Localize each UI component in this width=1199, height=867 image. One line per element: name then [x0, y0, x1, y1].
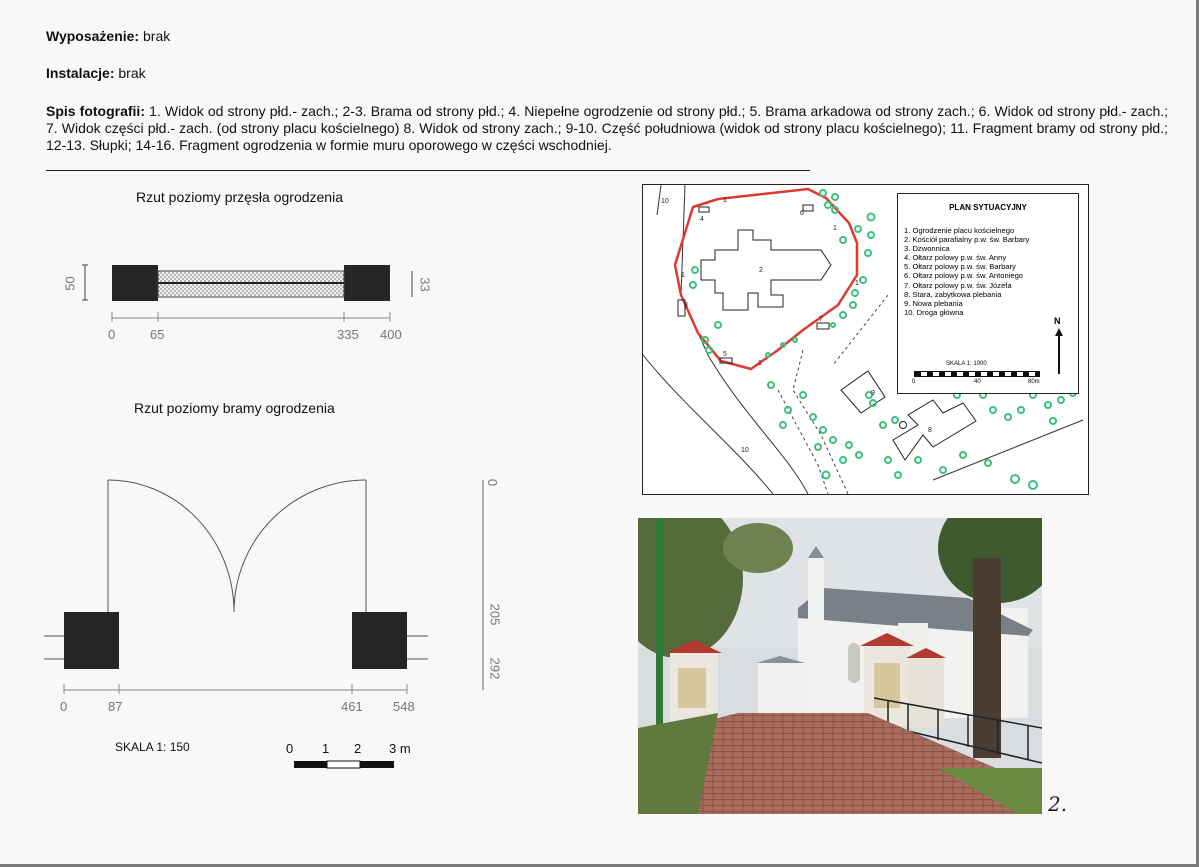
boundary [933, 420, 1083, 480]
scale1-label-400: 400 [380, 327, 402, 342]
scale1-label-0: 0 [108, 327, 116, 342]
wyposazenie-label: Wyposażenie: [46, 28, 140, 44]
photo-number: 2. [1048, 792, 1068, 816]
altar-4 [699, 207, 709, 212]
altar-6 [803, 205, 813, 211]
bar-label-1: 1 [322, 741, 330, 756]
altar-7 [817, 323, 829, 329]
gate-swing-right [234, 480, 366, 612]
wyposazenie-line [46, 28, 170, 45]
bar-label-2: 2 [354, 741, 362, 756]
legend-list [904, 226, 1078, 317]
scale2-label-0: 0 [60, 699, 68, 714]
legend-item: 6. Ołtarz polowy p.w. św. Antoniego [904, 271, 1024, 281]
scale1-label-65: 65 [150, 327, 165, 342]
north-label: N [1054, 316, 1061, 326]
skala-label: SKALA 1: 150 [115, 740, 190, 754]
dim-50: 50 [62, 276, 78, 291]
map-label: 1 [758, 360, 762, 367]
fence-span-title: Rzut poziomy przęsła ogrodzenia [136, 189, 343, 205]
map-label: 10 [661, 198, 669, 205]
map-label: 2 [759, 267, 763, 274]
map-label: 1 [855, 280, 859, 287]
gate-pillar-left [64, 612, 119, 669]
map-labels [661, 197, 932, 454]
gate-title: Rzut poziomy bramy ogrodzenia [134, 400, 335, 416]
map-label: 3 [684, 302, 688, 309]
vdim-292: 292 [487, 657, 503, 680]
map-label: 7 [819, 316, 823, 323]
marker-circle [900, 422, 907, 429]
map-label: 8 [928, 427, 932, 434]
scale2-label-461: 461 [341, 699, 363, 714]
scale2-label-548: 548 [393, 699, 415, 714]
legend-item: 1. Ogrodzenie placu kościelnego [904, 226, 1015, 235]
path [833, 295, 888, 365]
bar-label-0: 0 [286, 741, 294, 756]
new-presbytery [841, 371, 885, 413]
north-arrowhead-icon [1055, 328, 1063, 336]
plan-skala: SKALA 1: 1000 [946, 361, 987, 367]
map-label: 9 [871, 390, 875, 397]
instalacje-value: brak [118, 65, 146, 81]
old-presbytery [893, 400, 976, 460]
divider [46, 170, 810, 171]
legend-item: 4. Ołtarz polowy p.w. św. Anny [904, 253, 1007, 263]
church-photo-image [638, 518, 1042, 814]
legend-item: 9. Nowa plebania [904, 298, 963, 308]
legend-item: 3. Dzwonnica [904, 244, 950, 254]
vdim-205: 205 [487, 603, 503, 626]
church-photo [638, 518, 1042, 814]
legend-item: 8. Stara, zabytkowa plebania [904, 289, 1002, 299]
map-label: 1 [681, 272, 685, 279]
plan-bar-80: 80m [1028, 379, 1040, 385]
plan-scale-bar [914, 371, 1040, 377]
plan-bar-0: 0 [912, 379, 916, 385]
plan-legend [897, 193, 1079, 394]
north-arrow-icon [1058, 330, 1060, 374]
map-label: 4 [700, 216, 704, 223]
fence-post-right [344, 265, 390, 301]
wyposazenie-value: brak [143, 28, 171, 44]
site-plan [642, 184, 1089, 495]
legend-item: 5. Ołtarz polowy p.w. św. Barbary [904, 262, 1016, 272]
instalacje-line [46, 65, 146, 82]
scale2-label-87: 87 [108, 699, 123, 714]
scale-bar [294, 761, 394, 768]
path [778, 390, 828, 494]
spis-label: Spis fotografii: [46, 103, 145, 119]
road-edge [643, 355, 773, 494]
gate-pillar-right [352, 612, 407, 669]
gate-swing-left [108, 480, 234, 612]
vdim-0: 0 [485, 478, 501, 487]
gate-drawing [0, 0, 1, 1]
fence-post-left [112, 265, 158, 301]
map-label: 5 [723, 351, 727, 358]
legend-item: 2. Kościół parafialny p.w. św. Barbary [904, 235, 1030, 245]
legend-item: 7. Ołtarz polowy p.w. św. Józefa [904, 280, 1012, 290]
bar-label-3m: 3 m [389, 741, 411, 756]
dim-33: 33 [417, 277, 433, 292]
spis-text: 1. Widok od strony płd.- zach.; 2-3. Brama od strony płd.; 4. Niepełne ogrodzenie od strony płd.; 5. Brama arkadowa od strony zach.; 6. Widok od strony płd.- zach.; 7. Widok części płd.- zach. (od strony placu kościelnego) 8. Widok od strony zach.; 9-10. Część południowa (widok od strony placu kościelnego); 11. Fragment bramy od strony płd.; 12-13. Słupki; 14-16. Fragment ogrodzenia w formie muru oporowego w części wschodniej. [46, 103, 1169, 153]
spis-fotografii [46, 103, 1168, 154]
map-label: 6 [800, 210, 804, 217]
scale1-label-335: 335 [337, 327, 359, 342]
map-label: 1 [833, 225, 837, 232]
church-outline [701, 230, 831, 310]
legend-item: 10. Droga główna [904, 307, 964, 317]
plan-bar-40: 40 [974, 379, 981, 385]
map-label: 10 [741, 447, 749, 454]
plan-title: PLAN SYTUACYJNY [949, 203, 1027, 212]
instalacje-label: Instalacje: [46, 65, 115, 81]
map-label: 1 [723, 197, 727, 204]
